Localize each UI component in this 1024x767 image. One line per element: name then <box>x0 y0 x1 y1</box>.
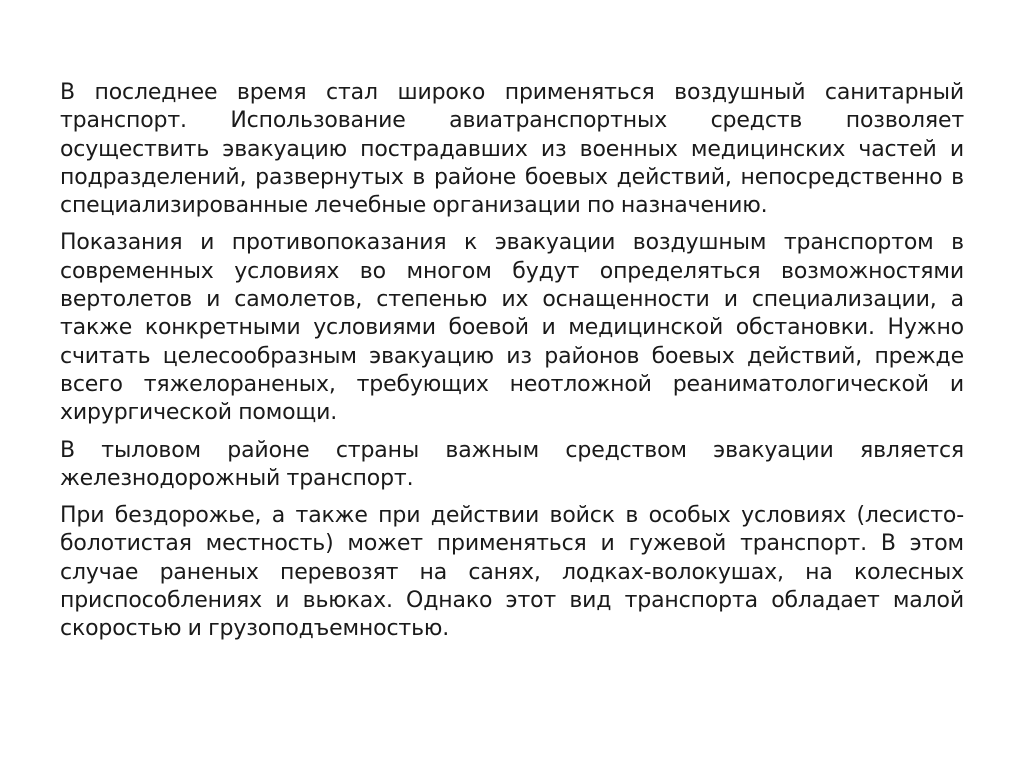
paragraph-indications: Показания и противопоказания к эвакуации воздушным транспортом в современных условиях во многом будут определяться возможностями вертолетов и самолетов, степенью их оснащенности и специализации, а также конкретными условиями боевой и медицинской обстановки. Нужно считать целесообразным эвакуацию из районов боевых действий, прежде всего тяжелораненых, требующих неотложной реаниматологической и хирургической помощи. <box>60 230 964 426</box>
slide-text-body <box>60 79 964 644</box>
paragraph-railway-transport: В тыловом районе страны важным средством эвакуации является железнодорожный транспорт. <box>60 437 964 491</box>
paragraph-air-transport: В последнее время стал широко применяться воздушный санитарный транспорт. Использование авиатранспортных средств позволяет осуществить эвакуацию пострадавших из военных медицинских частей и подразделений, развернутых в районе боевых действий, непосредственно в специализированные лечебные организации по назначению. <box>60 80 964 219</box>
paragraph-horse-drawn-transport: При бездорожье, а также при действии войск в особых условиях (лесисто-болотистая местность) может применяться и гужевой транспорт. В этом случае раненых перевозят на санях, лодках-волокушах, на колесных приспособлениях и вьюках. Однако этот вид транспорта обладает малой скоростью и грузоподъемностью. <box>60 503 964 642</box>
